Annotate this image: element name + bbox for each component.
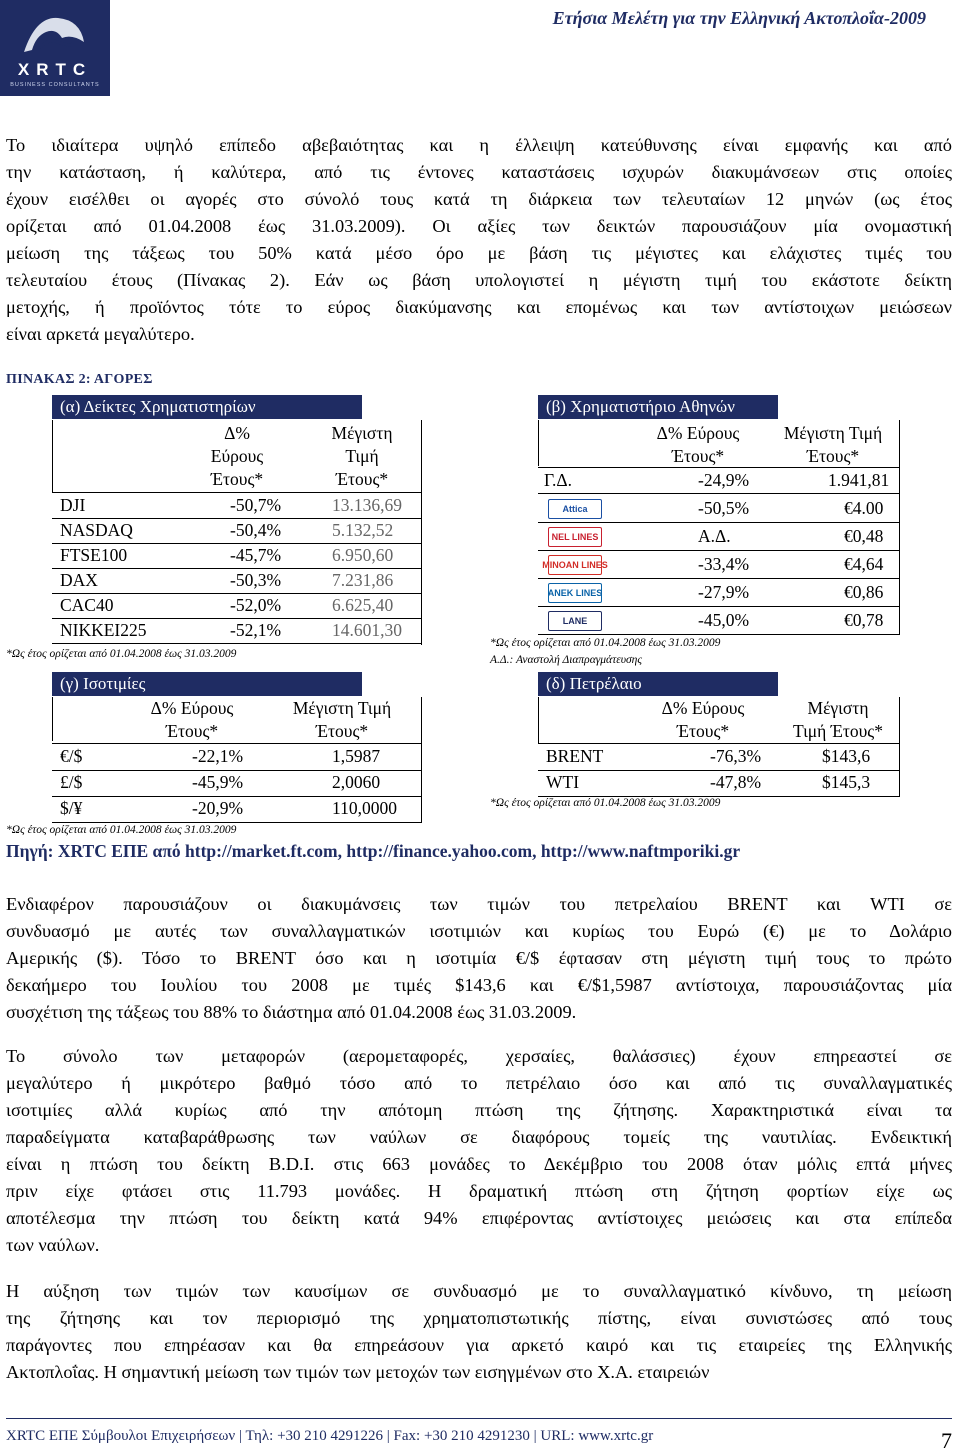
table-row: [538, 578, 900, 606]
cell-name: NASDAQ: [60, 520, 133, 540]
panel-c-col1-header: Δ% Εύρους Έτους*: [150, 698, 234, 741]
paragraph-line: Το ιδιαίτερα υψηλό επίπεδο αβεβαιότητας και η έλλειψη κατεύθυνσης είναι εμφανής και από: [6, 135, 952, 155]
cell-pct: -50,3%: [230, 570, 282, 590]
paragraph-line: των ναύλων.: [6, 1235, 100, 1255]
panel-c-title: (γ) Ισοτιμίες: [52, 672, 362, 696]
intro-paragraph: [6, 132, 952, 348]
table-row: [52, 518, 422, 543]
footer-divider: [6, 1418, 952, 1419]
paragraph-line: μείωση της τάξεως του 50% κατά μέσο όρο με βάση τις μέγιστες και ελάχιστες τιμές του: [6, 243, 952, 263]
transport-paragraph: [6, 1043, 952, 1259]
cell-name: €/$: [60, 746, 83, 766]
company-logo-icon: NEL LINES: [548, 527, 602, 547]
paragraph-line: Η αύξηση των τιμών των καυσίμων σε συνδυασμό με το συναλλαγματικό κίνδυνο, τη μείωση: [6, 1281, 952, 1301]
cell-max: 13.136,69: [332, 495, 402, 515]
cell-name: $/¥: [60, 798, 83, 818]
table-title: ΠΙΝΑΚΑΣ 2: ΑΓΟΡΕΣ: [6, 372, 153, 387]
panel-b-col2-header: Μέγιστη Τιμή Έτους*: [783, 423, 883, 466]
cell-max: 7.231,86: [332, 570, 394, 590]
cell-name: FTSE100: [60, 545, 128, 565]
fuel-paragraph: [6, 1278, 952, 1386]
paragraph-line: Το σύνολο των μεταφορών (αερομεταφορές, χερσαίες, θαλάσσιες) έχουν επηρεαστεί σε: [6, 1046, 952, 1066]
panel-a-col1-header: Δ% Εύρους Έτους*: [210, 423, 264, 489]
panel-d-note: *Ως έτος ορίζεται από 01.04.2008 έως 31.03.2009: [490, 797, 721, 809]
table-row: [538, 522, 900, 550]
cell-pct: -45,7%: [230, 545, 282, 565]
panel-d-col1-header: Δ% Εύρους Έτους*: [661, 698, 745, 741]
table-row: [52, 543, 422, 568]
panel-b-table: [538, 420, 900, 635]
cell-max: €4.00: [844, 498, 884, 518]
gd-max: 1.941,81: [828, 470, 890, 490]
cell-name: DAX: [60, 570, 98, 590]
cell-max: 1,5987: [332, 746, 381, 766]
table-row: [538, 606, 900, 634]
panel-c-table: [52, 697, 422, 822]
cell-pct: -50,5%: [698, 498, 750, 518]
cell-max: 110,0000: [332, 798, 397, 818]
cell-pct: -27,9%: [698, 582, 750, 602]
table-row: [52, 568, 422, 593]
panel-b-note: *Ως έτος ορίζεται από 01.04.2008 έως 31.03.2009: [490, 637, 721, 649]
cell-pct: -45,0%: [698, 610, 750, 630]
cell-name: NIKKEI225: [60, 620, 147, 640]
table-row: [538, 770, 900, 795]
table-row: [52, 593, 422, 618]
cell-max: 14.601,30: [332, 620, 402, 640]
cell-pct: Α.Δ.: [698, 526, 731, 546]
logo-tagline: BUSINESS CONSULTANTS: [10, 82, 100, 88]
source-line: Πηγή: XRTC ΕΠΕ από http://market.ft.com, http://finance.yahoo.com, http://www.naftmporiki.gr: [6, 841, 741, 861]
panel-b-col1-header: Δ% Εύρους Έτους*: [656, 423, 740, 466]
paragraph-line: πριν είχε φτάσει στις 11.793 μονάδες. Η δραματική πτώση στη ζήτηση φορτίων είχε ως: [6, 1181, 952, 1201]
page-number: 7: [941, 1428, 952, 1453]
company-logo-icon: MINOAN LINES: [548, 555, 602, 575]
cell-pct: -50,4%: [230, 520, 282, 540]
paragraph-line: ισοτιμίες αλλά κυρίως από την απότομη πτώση της ζήτησης. Χαρακτηριστικά είναι τα: [6, 1100, 952, 1120]
paragraph-line: συνδυασμό με αυτές των συναλλαγματικών ισοτιμιών και κυρίως του Ευρώ (€) με το Δολάριο: [6, 921, 952, 941]
cell-pct: -52,0%: [230, 595, 282, 615]
table-row: [52, 618, 422, 643]
paragraph-line: είναι αρκετά μεγαλύτερο.: [6, 324, 195, 344]
paragraph-line: έχουν εισέλθει οι αγορές στο σύνολό τους κατά τη διάρκεια των τελευταίων 12 μηνών (ως έτος: [6, 189, 952, 209]
logo-brand-text: XRTC: [17, 60, 93, 79]
table-row: [538, 550, 900, 578]
company-logo: [0, 0, 110, 96]
page-header-title: Ετήσια Μελέτη για την Ελληνική Ακτοπλοΐα-2009: [552, 8, 926, 28]
paragraph-line: της ζήτησης και τον περιορισμό της χρηματοπιστωτικής πίστης, είναι συνιστώσες από τους: [6, 1308, 952, 1328]
table-row: [538, 744, 900, 769]
cell-pct: -76,3%: [710, 746, 762, 766]
cell-name: DJI: [60, 495, 86, 515]
paragraph-line: δεκαήμερο του Ιουλίου του 2008 με τιμές $143,6 και €/$1,5987 αντίστοιχα, παρουσιάζοντας μία: [6, 975, 952, 995]
cell-max: $143,6: [822, 746, 871, 766]
table-row: [52, 796, 422, 821]
panel-b-note-suspension: Α.Δ.: Αναστολή Διαπραγμάτευσης: [490, 654, 643, 666]
cell-pct: -47,8%: [710, 772, 762, 792]
table-row: [52, 744, 422, 769]
panel-a-title: (α) Δείκτες Χρηματιστηρίων: [52, 395, 362, 419]
table-row: [538, 494, 900, 522]
panel-d-col2-header: Μέγιστη Τιμή Έτους*: [793, 698, 883, 741]
cell-pct: -52,1%: [230, 620, 282, 640]
paragraph-line: την κατάσταση, ή καλύτερα, από τις έντονες καταστάσεις ισχυρών διακυμάνσεων στις οποίες: [6, 162, 952, 182]
cell-pct: -45,9%: [192, 772, 244, 792]
cell-max: €4,64: [844, 554, 884, 574]
cell-max: 6.625,40: [332, 595, 394, 615]
gd-pct: -24,9%: [698, 470, 750, 490]
cell-name: £/$: [60, 772, 83, 792]
cell-pct: -22,1%: [192, 746, 244, 766]
cell-name: WTI: [546, 772, 580, 792]
cell-max: $145,3: [822, 772, 871, 792]
paragraph-line: Αμερικής ($). Τόσο το BRENT όσο και η ισοτιμία €/$ έφτασαν στη μέγιστη τιμή τους το πρώτο: [6, 948, 952, 968]
cell-pct: -50,7%: [230, 495, 282, 515]
paragraph-line: είναι η πτώση του δείκτη B.D.I. στις 663 μονάδες το Δεκέμβριο του 2008 όταν μόλις επτά μήνες: [6, 1154, 952, 1174]
cell-pct: -20,9%: [192, 798, 244, 818]
company-logo-icon: Attica: [548, 499, 602, 519]
paragraph-line: ορίζεται από 01.04.2008 έως 31.03.2009). Οι αξίες των δεικτών παρουσιάζουν μία ονομαστική: [6, 216, 952, 236]
paragraph-line: αποτέλεσμα την πτώση του δείκτη κατά 94% επιφέροντας αντίστοιχες μειώσεις και στα επίπεδα: [6, 1208, 952, 1228]
paragraph-line: τελευταίου έτους (Πίνακας 2). Εάν ως βάση υπολογιστεί η μέγιστη τιμή του εκάστοτε δείκτη: [6, 270, 952, 290]
cell-max: 6.950,60: [332, 545, 394, 565]
oil-fx-paragraph: [6, 891, 952, 1026]
cell-pct: -33,4%: [698, 554, 750, 574]
cell-max: 5.132,52: [332, 520, 394, 540]
cell-max: €0,86: [844, 582, 884, 602]
cell-max: €0,48: [844, 526, 884, 546]
panel-c-col2-header: Μέγιστη Τιμή Έτους*: [292, 698, 392, 741]
table-row: [52, 770, 422, 795]
gd-label: Γ.Δ.: [544, 470, 573, 490]
panel-d-title: (δ) Πετρέλαιο: [538, 672, 778, 696]
cell-name: BRENT: [546, 746, 604, 766]
logo-emblem-icon: [18, 8, 90, 62]
panel-a-note: *Ως έτος ορίζεται από 01.04.2008 έως 31.03.2009: [6, 648, 237, 660]
cell-max: €0,78: [844, 610, 884, 630]
table-row: [52, 493, 422, 518]
panel-a-col2-header: Μέγιστη Τιμή Έτους*: [331, 423, 393, 489]
footer-text: XRTC ΕΠΕ Σύμβουλοι Επιχειρήσεων | Τηλ: +30 210 4291226 | Fax: +30 210 4291230 | URL: www.xrtc.gr: [6, 1428, 654, 1444]
company-logo-icon: ANEK LINES: [548, 583, 602, 603]
paragraph-line: συσχέτιση της τάξεως του 88% το διάστημα από 01.04.2008 έως 31.03.2009.: [6, 1002, 577, 1022]
paragraph-line: Ενδιαφέρον παρουσιάζουν οι διακυμάνσεις των τιμών του πετρελαίου BRENT και WTI σε: [6, 894, 952, 914]
paragraph-line: Ακτοπλοΐας. Η σημαντική μείωση των τιμών των μετοχών των εισηγμένων στο Χ.Α. εταιρειών: [6, 1362, 710, 1382]
panel-a-table: [52, 420, 422, 645]
paragraph-line: παράγοντες που επηρέασαν και θα επηρεάσουν για αρκετό καιρό και τις εταιρείες της Ελληνικής: [6, 1335, 952, 1355]
company-logo-icon: LANE: [548, 611, 602, 631]
table-row: [538, 468, 900, 493]
panel-b-title: (β) Χρηματιστήριο Αθηνών: [538, 395, 778, 419]
paragraph-line: μετοχής, ή προϊόντος τότε το εύρος διακύμανσης και επομένως και των αντίστοιχων μειώσεων: [6, 297, 952, 317]
paragraph-line: παραδείγματα καταβαράθρωσης των ναύλων σε διαφόρους τομείς της ναυτιλίας. Ενδεικτική: [6, 1127, 952, 1147]
cell-max: 2,0060: [332, 772, 381, 792]
panel-c-note: *Ως έτος ορίζεται από 01.04.2008 έως 31.03.2009: [6, 824, 237, 836]
cell-name: CAC40: [60, 595, 114, 615]
paragraph-line: μεγαλύτερο ή μικρότερο βαθμό τόσο από το πετρέλαιο όσο και από τις συναλλαγματικές: [6, 1073, 952, 1093]
panel-d-table: [538, 697, 900, 797]
